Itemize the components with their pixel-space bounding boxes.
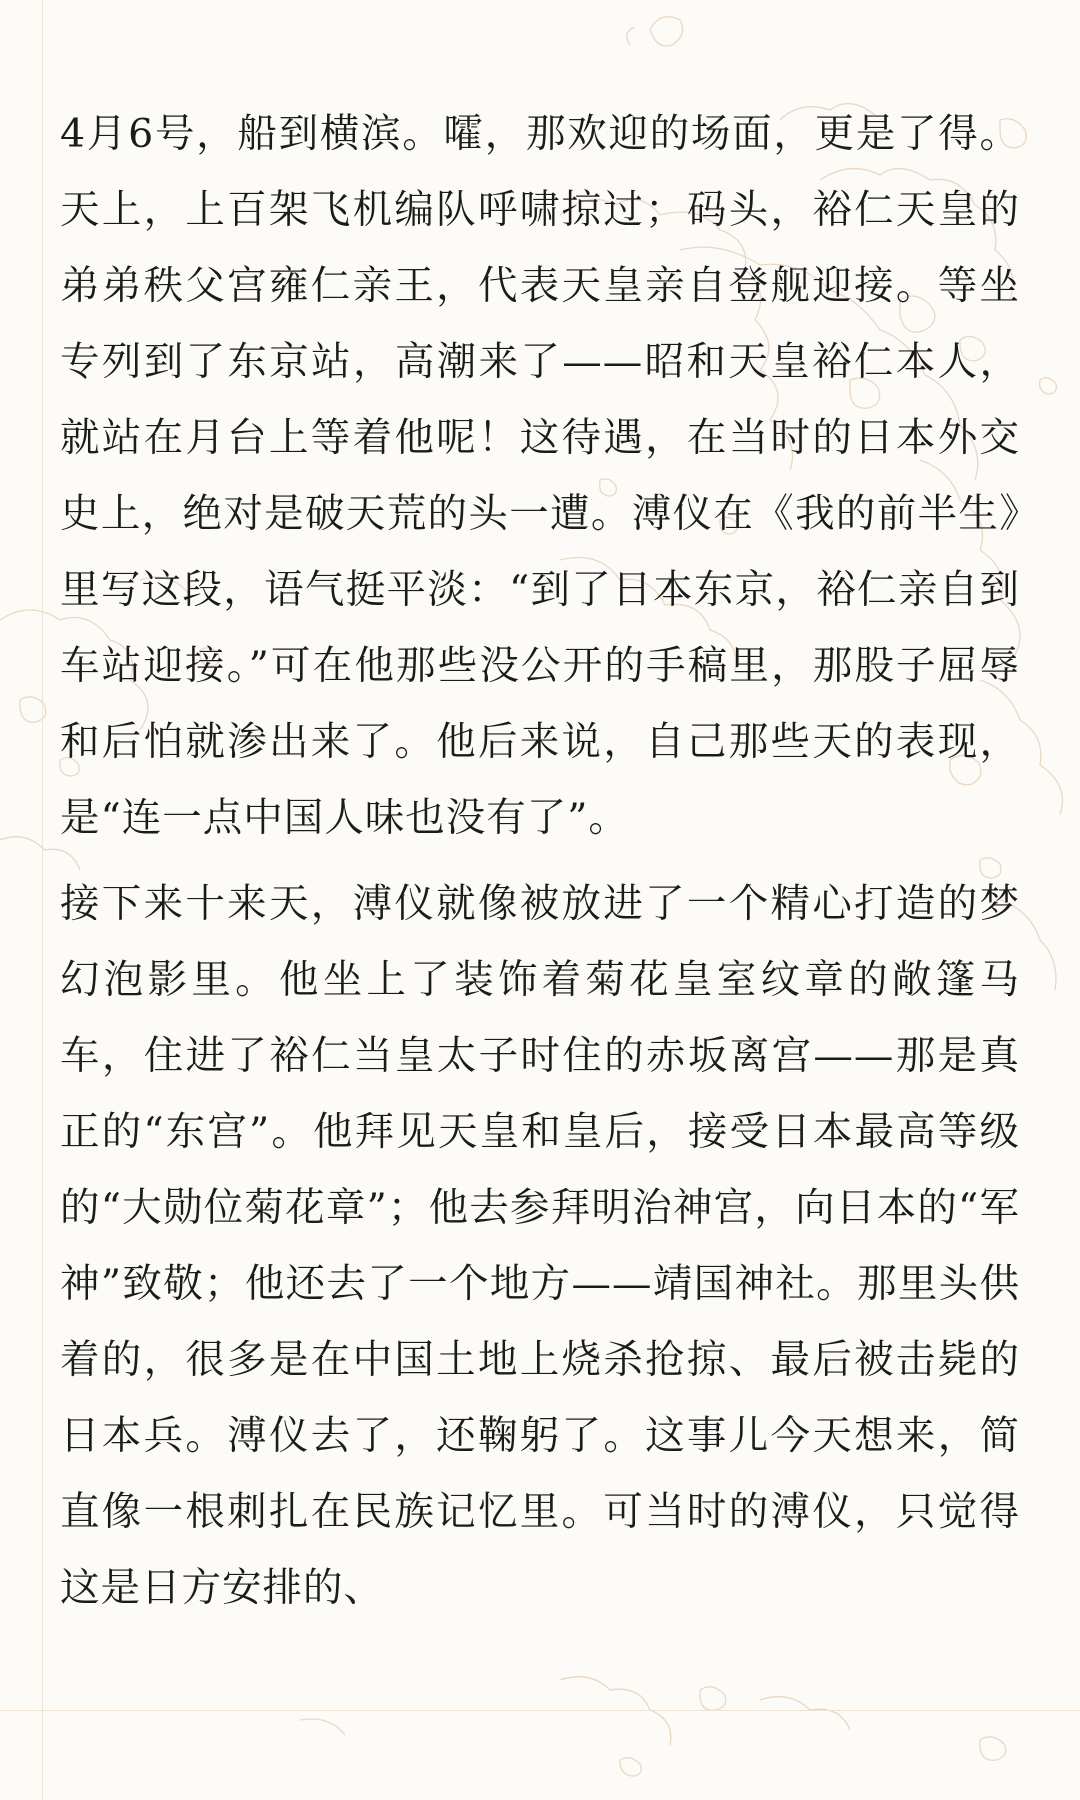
article-body — [60, 96, 1020, 1626]
paragraph-1: 4月6号，船到横滨。嚯，那欢迎的场面，更是了得。天上，上百架飞机编队呼啸掠过；码头，裕仁天皇的弟弟秩父宫雍仁亲王，代表天皇亲自登舰迎接。等坐专列到了东京站，高潮来了——昭和天皇裕仁本人，就站在月台上等着他呢！这待遇，在当时的日本外交史上，绝对是破天荒的头一遭。溥仪在《我的前半生》里写这段，语气挺平淡：“到了日本东京，裕仁亲自到车站迎接。”可在他那些没公开的手稿里，那股子屈辱和后怕就渗出来了。他后来说，自己那些天的表现，是“连一点中国人味也没有了”。 — [60, 111, 1020, 841]
bottom-margin-line — [0, 1710, 1080, 1711]
left-margin-line — [42, 0, 43, 1800]
paragraph-2: 接下来十来天，溥仪就像被放进了一个精心打造的梦幻泡影里。他坐上了装饰着菊花皇室纹章的敞篷马车，住进了裕仁当皇太子时住的赤坂离宫——那是真正的“东宫”。他拜见天皇和皇后，接受日本最高等级的“大勋位菊花章”；他去参拜明治神宫，向日本的“军神”致敬；他还去了一个地方——靖国神社。那里头供着的，很多是在中国土地上烧杀抢掠、最后被击毙的日本兵。溥仪去了，还鞠躬了。这事儿今天想来，简直像一根刺扎在民族记忆里。可当时的溥仪，只觉得这是日方安排的、 — [60, 881, 1020, 1611]
